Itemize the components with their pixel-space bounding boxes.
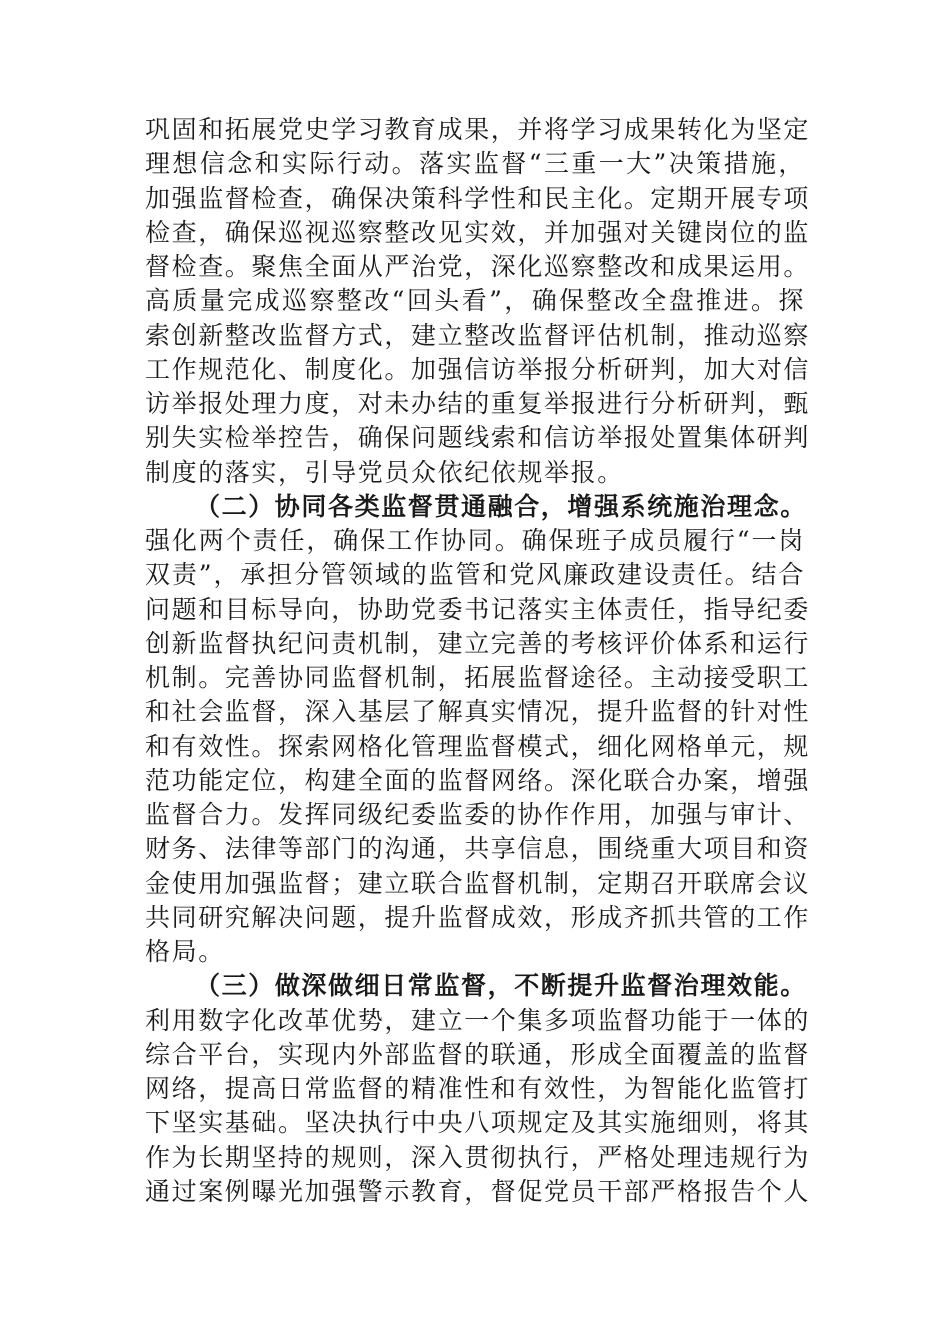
text-line: 问题和目标导向，协助党委书记落实主体责任，指导纪委 <box>145 594 811 624</box>
paragraph-section-2 <box>145 490 811 970</box>
text-line: 强化两个责任，确保工作协同。确保班子成员履行“一岗 <box>145 526 805 555</box>
text-line: 和社会监督，深入基层了解真实情况，提升监督的针对性 <box>145 697 811 727</box>
text-line: 制度的落实，引导党员众依纪依规举报。 <box>145 457 624 487</box>
text-line: 共同研究解决问题，提升监督成效，形成齐抓共管的工作 <box>145 902 811 932</box>
text-line: 别失实检举控告，确保问题线索和信访举报处置集体研判 <box>145 423 811 453</box>
text-line: 作为长期坚持的规则，深入贯彻执行，严格处理违规行为 <box>145 1142 811 1172</box>
text-line: 格局。 <box>145 937 225 966</box>
text-line: 创新监督执纪问责机制，建立完善的考核评价体系和运行 <box>145 628 811 658</box>
text-line: 监督合力。发挥同级纪委监委的协作作用，加强与审计、 <box>145 800 811 829</box>
section-heading-2: （二）协同各类监督贯通融合，增强系统施治理念。 <box>195 491 807 521</box>
text-line: 机制。完善协同监督机制，拓展监督途径。主动接受职工 <box>145 663 811 692</box>
text-line: 金使用加强监督；建立联合监督机制，定期召开联席会议 <box>145 868 811 898</box>
text-line: 工作规范化、制度化。加强信访举报分析研判，加大对信 <box>145 354 811 384</box>
document-body <box>145 113 811 1209</box>
section-heading-3: （三）做深做细日常监督，不断提升监督治理效能。 <box>195 971 807 1001</box>
text-line: 利用数字化改革优势，建立一个集多项监督功能于一体的 <box>145 1005 811 1035</box>
text-line: 巩固和拓展党史学习教育成果，并将学习成果转化为坚定 <box>145 115 811 144</box>
text-line: 索创新整改监督方式，建立整改监督评估机制，推动巡察 <box>145 320 811 350</box>
text-line: 网络，提高日常监督的精准性和有效性，为智能化监管打 <box>145 1074 811 1103</box>
text-line: 加强监督检查，确保决策科学性和民主化。定期开展专项 <box>145 183 811 213</box>
paragraph-section-3 <box>145 969 811 1209</box>
text-line: 通过案例曝光加强警示教育，督促党员干部严格报告个人 <box>145 1176 811 1206</box>
text-line: 下坚实基础。坚决执行中央八项规定及其实施细则，将其 <box>145 1108 811 1138</box>
text-line: 高质量完成巡察整改“回头看”，确保整改全盘推进。探 <box>145 286 805 316</box>
text-line: 财务、法律等部门的沟通，共享信息，围绕重大项目和资 <box>145 834 811 864</box>
text-line: 访举报处理力度，对未办结的重复举报进行分析研判，甄 <box>145 389 811 418</box>
text-line: 和有效性。探索网格化管理监督模式，细化网格单元，规 <box>145 731 811 761</box>
text-line: 督检查。聚焦全面从严治党，深化巡察整改和成果运用。 <box>145 252 811 281</box>
text-line: 综合平台，实现内外部监督的联通，形成全面覆盖的监督 <box>145 1039 811 1069</box>
text-line: 理想信念和实际行动。落实监督“三重一大”决策措施， <box>145 149 805 179</box>
text-line: 范功能定位，构建全面的监督网络。深化联合办案，增强 <box>145 765 811 795</box>
text-line: 双责”，承担分管领域的监管和党风廉政建设责任。结合 <box>145 560 805 590</box>
text-line: 检查，确保巡视巡察整改见实效，并加强对关键岗位的监 <box>145 217 811 247</box>
paragraph-1 <box>145 113 811 490</box>
